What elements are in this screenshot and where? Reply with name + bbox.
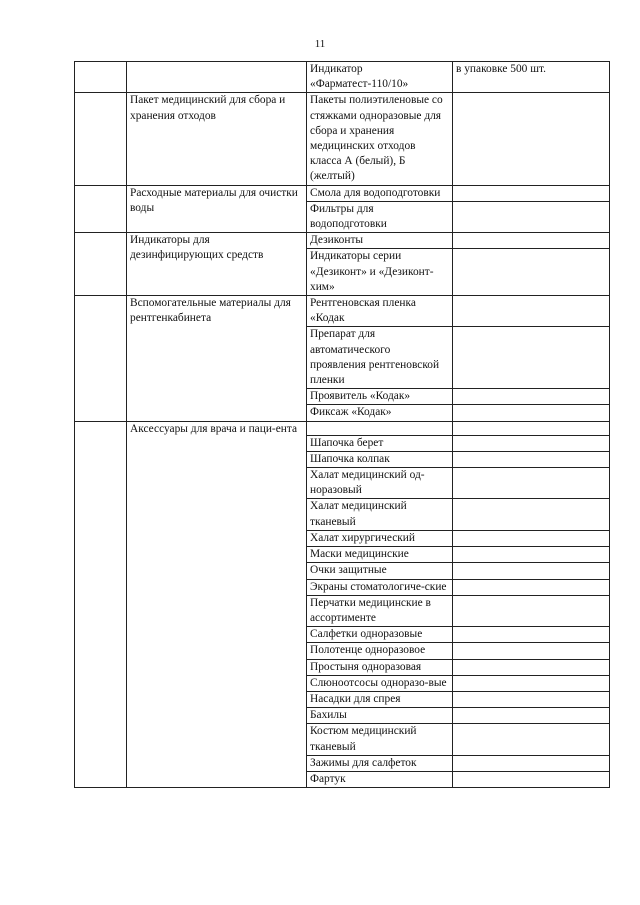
item-name-cell: Экраны стоматологиче-ские [307,579,453,595]
item-note-cell [453,93,610,185]
item-note-cell [453,327,610,389]
category-cell: Пакет медицинский для сбора и хранения отходов [127,93,307,185]
item-note-cell [453,530,610,546]
item-name-cell: Препарат для автоматического проявления рентгеновской пленки [307,327,453,389]
item-name-cell: Фиксаж «Кодак» [307,405,453,421]
supplies-table [74,61,610,788]
item-note-cell [453,296,610,327]
category-cell: Аксессуары для врача и паци-ента [127,421,307,787]
item-name-cell: Смола для водоподготовки [307,185,453,201]
table-row [75,233,610,249]
item-note-cell: в упаковке 500 шт. [453,62,610,93]
item-note-cell [453,435,610,451]
item-name-cell: Простыня одноразовая [307,659,453,675]
item-note-cell [453,201,610,232]
number-cell [75,185,127,233]
number-cell [75,421,127,787]
item-name-cell: Маски медицинские [307,547,453,563]
item-name-cell: Рентгеновская пленка «Кодак [307,296,453,327]
number-cell [75,233,127,296]
item-name-cell: Зажимы для салфеток [307,755,453,771]
number-cell [75,93,127,185]
page-number: 11 [314,38,326,50]
item-name-cell: Фартук [307,771,453,787]
item-name-cell: Индикаторы серии «Дезиконт» и «Дезиконт-хим» [307,249,453,296]
category-cell: Вспомогательные материалы для рентгенкабинета [127,296,307,422]
item-name-cell: Перчатки медицинские в ассортименте [307,595,453,626]
item-name-cell: Бахилы [307,708,453,724]
item-name-cell: Халат медицинский од-норазовый [307,468,453,499]
item-name-cell: Салфетки одноразовые [307,627,453,643]
item-name-cell: Дезиконты [307,233,453,249]
item-name-cell: Индикатор «Фарматест-110/10» [307,62,453,93]
item-note-cell [453,579,610,595]
item-note-cell [453,755,610,771]
item-note-cell [453,627,610,643]
table-row [75,62,610,93]
item-note-cell [453,233,610,249]
item-note-cell [453,675,610,691]
item-note-cell [453,724,610,755]
item-name-cell: Халат медицинский тканевый [307,499,453,530]
item-name-cell: Пакеты полиэтиленовые со стяжками одноразовые для сбора и хранения медицинских отходов класса А (белый), Б (желтый) [307,93,453,185]
item-name-cell: Шапочка колпак [307,451,453,467]
table-row [75,185,610,201]
item-note-cell [453,563,610,579]
item-note-cell [453,771,610,787]
item-name-cell: Проявитель «Кодак» [307,389,453,405]
table-row [75,93,610,185]
number-cell [75,62,127,93]
item-note-cell [453,595,610,626]
item-note-cell [453,499,610,530]
table-row [75,421,610,435]
category-cell [127,62,307,93]
item-note-cell [453,547,610,563]
item-name-cell: Фильтры для водоподготовки [307,201,453,232]
item-note-cell [453,405,610,421]
category-cell: Расходные материалы для очистки воды [127,185,307,233]
item-name-cell: Халат хирургический [307,530,453,546]
item-note-cell [453,185,610,201]
item-name-cell: Слюноотсосы одноразо-вые [307,675,453,691]
item-name-cell [307,421,453,435]
item-name-cell: Очки защитные [307,563,453,579]
item-name-cell: Шапочка берет [307,435,453,451]
table-row [75,296,610,327]
item-name-cell: Костюм медицинский тканевый [307,724,453,755]
item-note-cell [453,468,610,499]
item-note-cell [453,451,610,467]
number-cell [75,296,127,422]
item-note-cell [453,421,610,435]
item-name-cell: Насадки для спрея [307,691,453,707]
item-note-cell [453,643,610,659]
item-note-cell [453,389,610,405]
item-note-cell [453,659,610,675]
item-note-cell [453,249,610,296]
item-note-cell [453,691,610,707]
category-cell: Индикаторы для дезинфицирующих средств [127,233,307,296]
item-name-cell: Полотенце одноразовое [307,643,453,659]
item-note-cell [453,708,610,724]
